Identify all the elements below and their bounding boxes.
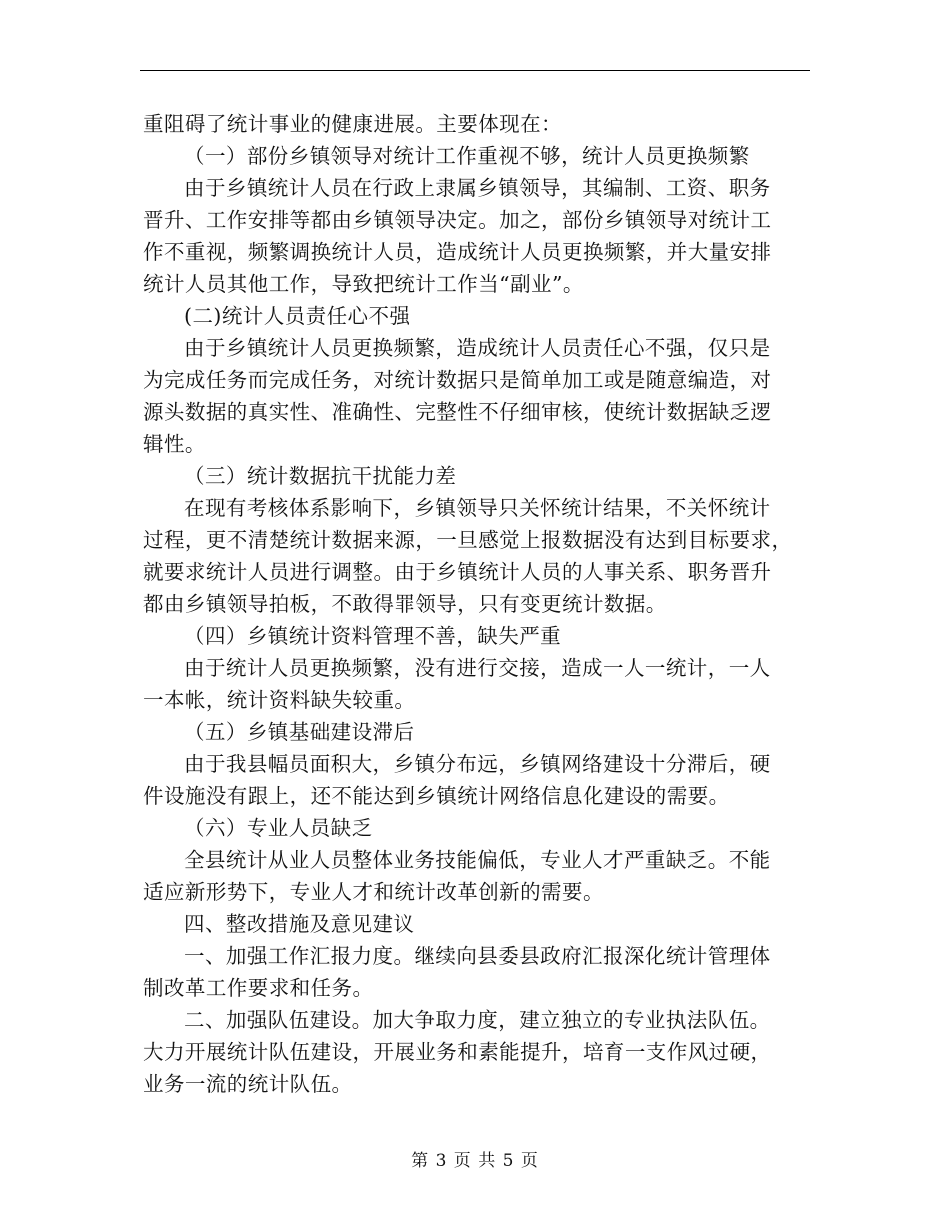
text-line: 由于乡镇统计人员在行政上隶属乡镇领导，其编制、工资、职务 [184,176,771,200]
text-line: 过程，更不清楚统计数据来源，一旦感觉上报数据没有达到目标要求， [143,528,793,552]
page-footer: 第 3 页 共 5 页 [411,1151,539,1171]
text-line: 源头数据的真实性、准确性、完整性不仔细审核，使统计数据缺乏逻 [143,400,772,424]
text-line: 大力开展统计队伍建设，开展业务和素能提升，培育一支作风过硬， [143,1040,772,1064]
text-line: 在现有考核体系影响下，乡镇领导只关怀统计结果，不关怀统计 [184,496,771,520]
text-line: 由于我县幅员面积大，乡镇分布远，乡镇网络建设十分滞后，硬 [184,752,771,776]
text-line: 都由乡镇领导拍板，不敢得罪领导，只有变更统计数据。 [143,592,667,616]
text-line: 作不重视，频繁调换统计人员，造成统计人员更换频繁，并大量安排 [143,240,772,264]
text-line: 就要求统计人员进行调整。由于乡镇统计人员的人事关系、职务晋升 [143,560,772,584]
text-line: 制改革工作要求和任务。 [143,976,374,1000]
text-line: 由于统计人员更换频繁，没有进行交接，造成一人一统计，一人 [184,656,771,680]
text-line: 二、加强队伍建设。加大争取力度，建立独立的专业执法队伍。 [184,1008,771,1032]
text-line: (二)统计人员责任心不强 [184,304,411,328]
text-line: 为完成任务而完成任务，对统计数据只是简单加工或是随意编造，对 [143,368,772,392]
text-line: （五）乡镇基础建设滞后 [184,720,415,744]
text-line: （一）部份乡镇领导对统计工作重视不够，统计人员更换频繁 [184,144,750,168]
text-line: 统计人员其他工作，导致把统计工作当“副业”。 [143,272,584,296]
text-line: 件设施没有跟上，还不能达到乡镇统计网络信息化建设的需要。 [143,784,730,808]
text-line: 由于乡镇统计人员更换频繁，造成统计人员责任心不强，仅只是 [184,336,771,360]
text-line: 全县统计从业人员整体业务技能偏低，专业人才严重缺乏。不能 [184,848,771,872]
header-rule [140,70,810,71]
text-line: 一、加强工作汇报力度。继续向县委县政府汇报深化统计管理体 [184,944,771,968]
text-line: （三）统计数据抗干扰能力差 [184,464,457,488]
text-line: 适应新形势下，专业人才和统计改革创新的需要。 [143,880,604,904]
text-line: （六）专业人员缺乏 [184,816,373,840]
text-line: 重阻碍了统计事业的健康进展。主要体现在： [143,112,562,136]
text-line: （四）乡镇统计资料管理不善，缺失严重 [184,624,562,648]
text-line: 四、整改措施及意见建议 [184,912,415,936]
text-line: 辑性。 [143,432,206,456]
text-line: 晋升、工作安排等都由乡镇领导决定。加之，部份乡镇领导对统计工 [143,208,772,232]
document-body [143,108,803,1100]
text-line: 业务一流的统计队伍。 [143,1072,353,1096]
text-line: 一本帐，统计资料缺失较重。 [143,688,416,712]
